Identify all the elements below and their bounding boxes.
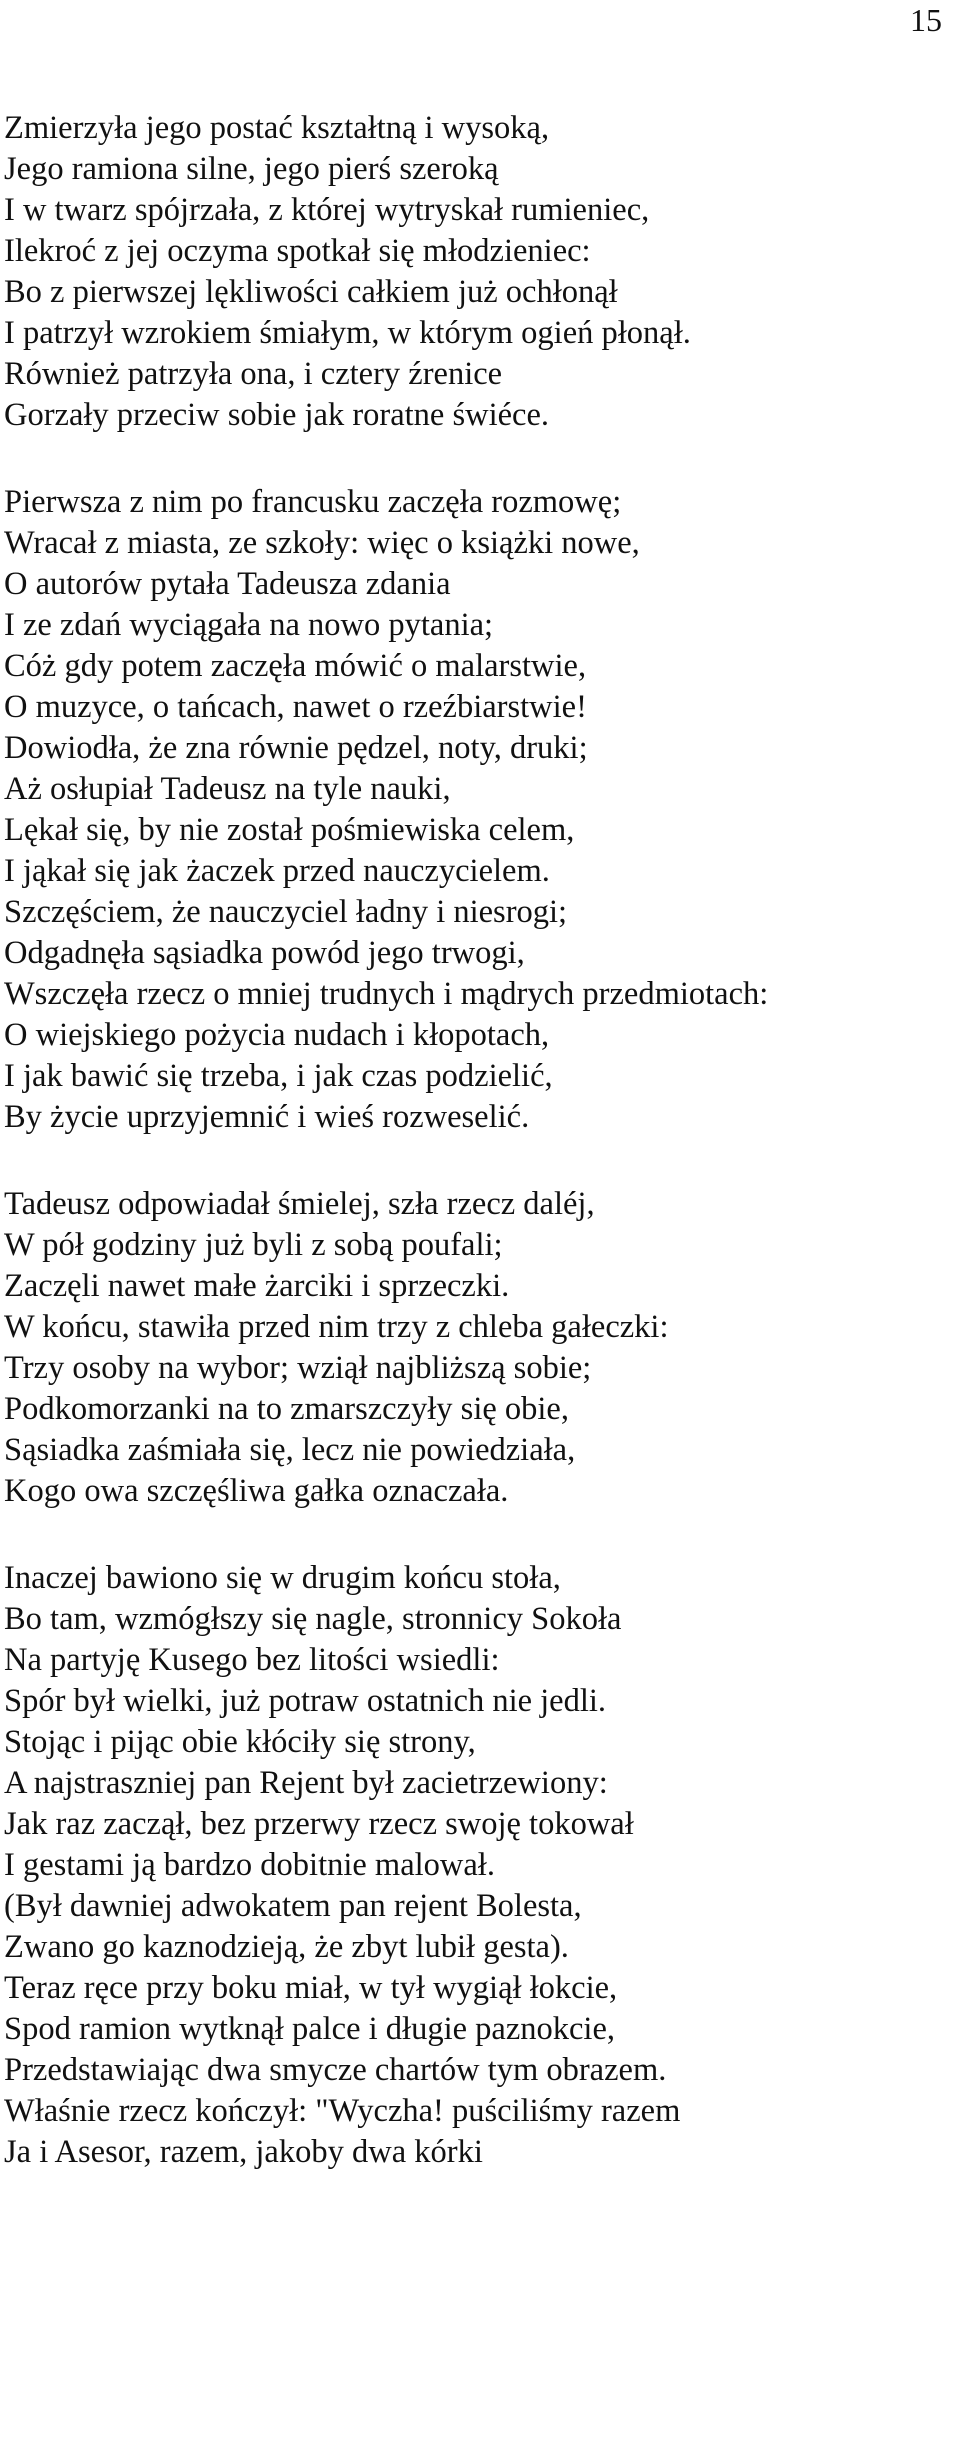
stanza-2 [4,482,954,1138]
verse-line: O autorów pytała Tadeusza zdania [4,566,451,602]
verse-line: Spór był wielki, już potraw ostatnich nie jedli. [4,1683,607,1719]
verse-line: Cóż gdy potem zaczęła mówić o malarstwie, [4,648,587,684]
verse-line: Odgadnęła sąsiadka powód jego trwogi, [4,935,525,971]
verse-line: W pół godziny już byli z sobą poufali; [4,1227,503,1263]
verse-line: I w twarz spójrzała, z której wytryskał rumieniec, [4,192,650,228]
verse-line: Bo tam, wzmógłszy się nagle, stronnicy Sokoła [4,1601,622,1637]
verse-line: Aż osłupiał Tadeusz na tyle nauki, [4,771,451,807]
verse-line: Trzy osoby na wybor; wziął najbliższą sobie; [4,1350,592,1386]
verse-line: Wszczęła rzecz o mniej trudnych i mądrych przedmiotach: [4,976,769,1012]
stanza-3 [4,1184,954,1512]
verse-line: I jąkał się jak żaczek przed nauczycielem. [4,853,550,889]
poem-text [4,108,954,2173]
verse-line: I jak bawić się trzeba, i jak czas podzielić, [4,1058,553,1094]
verse-line: Przedstawiając dwa smycze chartów tym obrazem. [4,2052,667,2088]
verse-line: Właśnie rzecz kończył: "Wyczha! puściliśmy razem [4,2093,681,2129]
stanza-1 [4,108,954,436]
verse-line: Stojąc i pijąc obie kłóciły się strony, [4,1724,476,1760]
verse-line: Teraz ręce przy boku miał, w tył wygiął łokcie, [4,1970,618,2006]
verse-line: O wiejskiego pożycia nudach i kłopotach, [4,1017,550,1053]
verse-line: By życie uprzyjemnić i wieś rozweselić. [4,1099,530,1135]
verse-line: Szczęściem, że nauczyciel ładny i niesrogi; [4,894,568,930]
verse-line: Lękał się, by nie został pośmiewiska celem, [4,812,575,848]
verse-line: Jego ramiona silne, jego pierś szeroką [4,151,499,187]
verse-line: Spod ramion wytknął palce i długie paznokcie, [4,2011,616,2047]
verse-line: (Był dawniej adwokatem pan rejent Bolesta, [4,1888,582,1924]
verse-line: Zwano go kaznodzieją, że zbyt lubił gesta). [4,1929,569,1965]
verse-line: Dowiodła, że zna równie pędzel, noty, druki; [4,730,588,766]
verse-line: Ilekroć z jej oczyma spotkał się młodzieniec: [4,233,591,269]
verse-line: Ja i Asesor, razem, jakoby dwa kórki [4,2134,483,2170]
verse-line: Gorzały przeciw sobie jak roratne świéce. [4,397,550,433]
verse-line: W końcu, stawiła przed nim trzy z chleba gałeczki: [4,1309,669,1345]
verse-line: Wracał z miasta, ze szkoły: więc o książki nowe, [4,525,640,561]
verse-line: Zaczęli nawet małe żarciki i sprzeczki. [4,1268,510,1304]
verse-line: I ze zdań wyciągała na nowo pytania; [4,607,494,643]
verse-line: I gestami ją bardzo dobitnie malował. [4,1847,495,1883]
verse-line: Inaczej bawiono się w drugim końcu stoła, [4,1560,561,1596]
verse-line: I patrzył wzrokiem śmiałym, w którym ogień płonął. [4,315,691,351]
verse-line: Również patrzyła ona, i cztery źrenice [4,356,503,392]
verse-line: A najstraszniej pan Rejent był zacietrzewiony: [4,1765,608,1801]
verse-line: Tadeusz odpowiadał śmielej, szła rzecz daléj, [4,1186,595,1222]
verse-line: Podkomorzanki na to zmarszczyły się obie, [4,1391,569,1427]
verse-line: Bo z pierwszej lękliwości całkiem już ochłonął [4,274,618,310]
verse-line: O muzyce, o tańcach, nawet o rzeźbiarstwie! [4,689,587,725]
stanza-4 [4,1558,954,2173]
verse-line: Sąsiadka zaśmiała się, lecz nie powiedziała, [4,1432,576,1468]
page-number: 15 [910,2,942,38]
verse-line: Pierwsza z nim po francusku zaczęła rozmowę; [4,484,622,520]
verse-line: Kogo owa szczęśliwa gałka oznaczała. [4,1473,509,1509]
verse-line: Zmierzyła jego postać kształtną i wysoką, [4,110,550,146]
verse-line: Na partyję Kusego bez litości wsiedli: [4,1642,500,1678]
verse-line: Jak raz zaczął, bez przerwy rzecz swoję tokował [4,1806,634,1842]
